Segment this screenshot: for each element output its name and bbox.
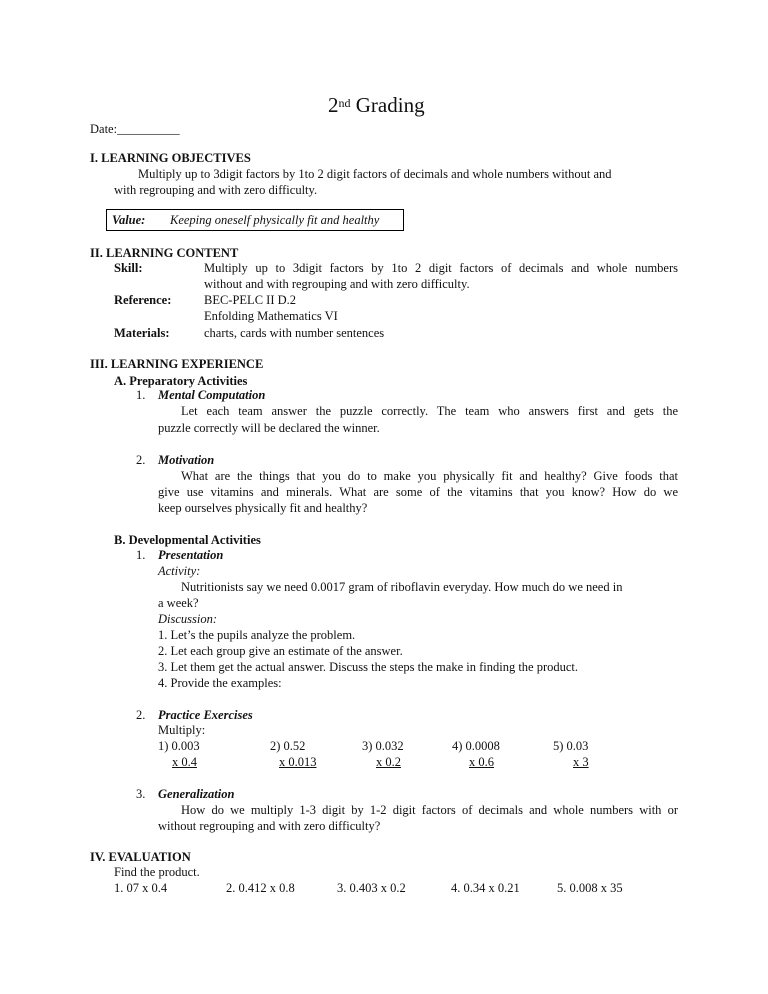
- dev-item-2-number: 2.: [136, 708, 146, 722]
- exercise-bottom: x 0.2: [376, 755, 401, 769]
- evaluation-item: 2. 0.412 x 0.8: [226, 881, 295, 895]
- exercise-top: 1) 0.003: [158, 739, 200, 753]
- evaluation-item: 3. 0.403 x 0.2: [337, 881, 406, 895]
- skill-text: Multiply up to 3digit factors by 1to 2 digit factors of decimals and whole numbers: [204, 261, 678, 275]
- page-title: 2nd Grading: [328, 93, 425, 117]
- experience-heading: III. LEARNING EXPERIENCE: [90, 357, 264, 371]
- objectives-text: Multiply up to 3digit factors by 1to 2 digit factors of decimals and whole numbers without and: [138, 167, 612, 181]
- activity-text-cont: a week?: [158, 596, 199, 610]
- activity-label: Activity:: [158, 564, 201, 578]
- presentation-title: Presentation: [158, 548, 224, 562]
- objectives-text-cont: with regrouping and with zero difficulty.: [114, 183, 318, 197]
- exercise-top: 4) 0.0008: [452, 739, 500, 753]
- materials-text: charts, cards with number sentences: [204, 326, 385, 340]
- discussion-step: 3. Let them get the actual answer. Discuss the steps the make in finding the product.: [158, 660, 579, 674]
- mental-computation-title: Mental Computation: [158, 388, 266, 402]
- reference-text-2: Enfolding Mathematics VI: [204, 309, 338, 323]
- discussion-step: 2. Let each group give an estimate of the answer.: [158, 644, 403, 658]
- reference-label: Reference:: [114, 293, 172, 307]
- practice-exercises-title: Practice Exercises: [158, 708, 253, 722]
- exercise-bottom: x 0.4: [172, 755, 197, 769]
- activity-text: Nutritionists say we need 0.0017 gram of riboflavin everyday. How much do we need in: [181, 580, 623, 594]
- exercise-bottom: x 3: [573, 755, 589, 769]
- dev-item-3-number: 3.: [136, 787, 146, 801]
- evaluation-instruction: Find the product.: [114, 865, 200, 879]
- exercise-top: 3) 0.032: [362, 739, 404, 753]
- content-heading: II. LEARNING CONTENT: [90, 246, 239, 260]
- evaluation-item: 4. 0.34 x 0.21: [451, 881, 520, 895]
- motivation-title: Motivation: [158, 453, 215, 467]
- objectives-heading: I. LEARNING OBJECTIVES: [90, 151, 251, 165]
- evaluation-item: 1. 07 x 0.4: [114, 881, 168, 895]
- reference-text: BEC-PELC II D.2: [204, 293, 297, 307]
- mental-computation-text: Let each team answer the puzzle correctly. The team who answers first and gets the: [181, 404, 678, 418]
- motivation-text-2: give use vitamins and minerals. What are some of the vitamins that you know? How do we: [158, 485, 678, 499]
- preparatory-heading: A. Preparatory Activities: [114, 374, 248, 388]
- exercise-bottom: x 0.6: [469, 755, 494, 769]
- mental-computation-text-cont: puzzle correctly will be declared the winner.: [158, 421, 380, 435]
- exercise-top: 5) 0.03: [553, 739, 589, 753]
- materials-label: Materials:: [114, 326, 170, 340]
- exercise-bottom: x 0.013: [279, 755, 317, 769]
- motivation-text-3: keep ourselves physically fit and healthy?: [158, 501, 368, 515]
- prep-item-2-number: 2.: [136, 453, 146, 467]
- evaluation-item: 5. 0.008 x 35: [557, 881, 623, 895]
- discussion-label: Discussion:: [158, 612, 218, 626]
- skill-label: Skill:: [114, 261, 143, 275]
- generalization-title: Generalization: [158, 787, 235, 801]
- skill-text-cont: without and with regrouping and with zero difficulty.: [204, 277, 470, 291]
- value-label: Value:: [112, 213, 146, 227]
- discussion-step: 4. Provide the examples:: [158, 676, 282, 690]
- multiply-label: Multiply:: [158, 723, 206, 737]
- date-line: Date:__________: [90, 122, 180, 136]
- evaluation-heading: IV. EVALUATION: [90, 850, 191, 864]
- motivation-text: What are the things that you do to make you physically fit and healthy? Give foods that: [181, 469, 678, 483]
- developmental-heading: B. Developmental Activities: [114, 533, 261, 547]
- prep-item-1-number: 1.: [136, 388, 146, 402]
- value-text: Keeping oneself physically fit and healthy: [170, 213, 380, 227]
- exercise-top: 2) 0.52: [270, 739, 306, 753]
- generalization-text-cont: without regrouping and with zero difficulty?: [158, 819, 381, 833]
- generalization-text: How do we multiply 1-3 digit by 1-2 digit factors of decimals and whole numbers with or: [181, 803, 678, 817]
- dev-item-1-number: 1.: [136, 548, 146, 562]
- discussion-step: 1. Let’s the pupils analyze the problem.: [158, 628, 356, 642]
